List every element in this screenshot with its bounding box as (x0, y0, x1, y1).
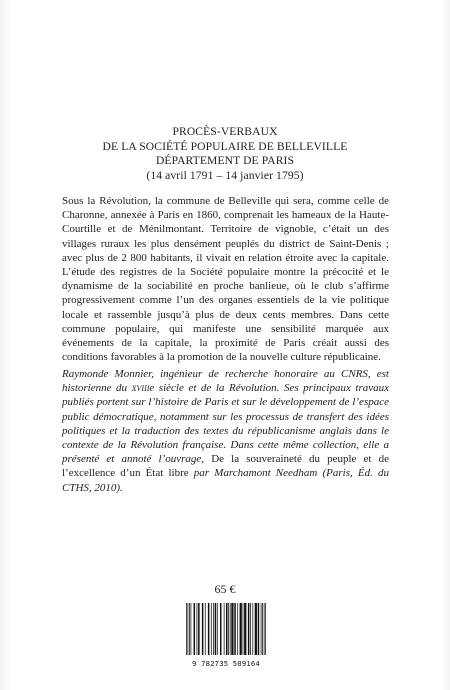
heading-dates: (14 avril 1791 – 14 janvier 1795) (146, 168, 304, 182)
barcode-bar (237, 603, 238, 655)
century-numeral: xviii (131, 382, 150, 395)
summary-paragraph: Sous la Révolution, la commune de Belleville qui sera, comme celle de Charonne, annexée à Paris en 1860, comprenait les hameaux de la Haute-Courtille et de Ménilmontant. Territoire de vignoble, c’était un des villages ruraux les plus densément peuplés du district de Saint-Denis ; avec plus de 2 800 habitants, il vivait en relation étroite avec la capitale. L’étude des registres de la Société populaire montre la précocité et le dynamisme de la sociabilité en proche banlieue, où le club s’affirme progressivement comme l’un des organes essentiels de la vie politique locale et rassemble jusqu’à plus de deux cents membres. Dans cette commune populaire, qui manifeste une sensibilité marquée aux événements de la capitale, la proximité de Paris créait aussi des conditions favorables à la promotion de la nouvelle culture républicaine. (62, 195, 389, 364)
price: 65 € (214, 582, 236, 596)
barcode-bar (258, 603, 260, 655)
author-bio-body: e siècle et de la Révolution. Ses principaux travaux publiés portent sur l’histoire de Paris et sur le développement de l’espace public démocratique, notamment sur les processus de transfert des idées politiques et la traduction des textes du républicanisme anglais dans le contexte de la Révolution française. Dans cette même collection, elle a présenté et annoté l’ouvrage, (62, 382, 390, 466)
barcode-bar (234, 603, 236, 655)
heading-department: DÉPARTEMENT DE PARIS (155, 154, 295, 167)
barcode-bar (228, 603, 229, 655)
barcode-bar (248, 603, 250, 655)
barcode-digits: 9 782735 509164 (192, 659, 260, 668)
barcode-bar (186, 603, 187, 655)
barcode-bar (244, 603, 246, 655)
author-bio-intro: Raymonde Monnier, ingénieur de recherche honoraire au CNRS, est historienne du (62, 368, 389, 395)
barcode-bar (224, 603, 225, 655)
barcode-bar (240, 603, 242, 655)
barcode-bar (261, 603, 262, 655)
barcode-bar (230, 603, 231, 655)
barcode-bar (265, 603, 266, 655)
heading-title: PROCÈS-VERBAUX (172, 125, 278, 138)
barcode-bar (215, 603, 217, 655)
author-bio-end: par Marchamont Needham (Paris, Éd. du CTHS, 2010). (62, 467, 389, 494)
barcode-bar (220, 603, 222, 655)
barcode-bar (189, 603, 190, 655)
barcode-bar (188, 603, 189, 655)
author-bio-paragraph (62, 367, 389, 495)
barcode-bar (255, 603, 257, 655)
barcode-bar (262, 603, 263, 655)
barcode-bar (250, 603, 251, 655)
barcode-bar (264, 603, 265, 655)
book-heading (0, 125, 450, 183)
barcode-bar (252, 603, 253, 655)
barcode-bar (213, 603, 214, 655)
barcode-bar (197, 603, 198, 655)
barcode-bars (183, 599, 269, 659)
barcode-bar (226, 603, 228, 655)
barcode-bar (205, 603, 206, 655)
barcode-bar (202, 603, 204, 655)
barcode-bar (243, 603, 244, 655)
barcode-bar (208, 603, 210, 655)
barcode-bar (211, 603, 212, 655)
barcode-bar (191, 603, 192, 655)
barcode-bar (217, 603, 218, 655)
barcode-bar (198, 603, 200, 655)
barcode-bar (194, 603, 196, 655)
heading-society: DE LA SOCIÉTÉ POPULAIRE DE BELLEVILLE (102, 139, 348, 153)
barcode-bar (231, 603, 233, 655)
isbn-barcode (183, 599, 269, 671)
referenced-book-title: De la souveraineté du peuple et de l’excellence d’un État libre (62, 453, 390, 480)
